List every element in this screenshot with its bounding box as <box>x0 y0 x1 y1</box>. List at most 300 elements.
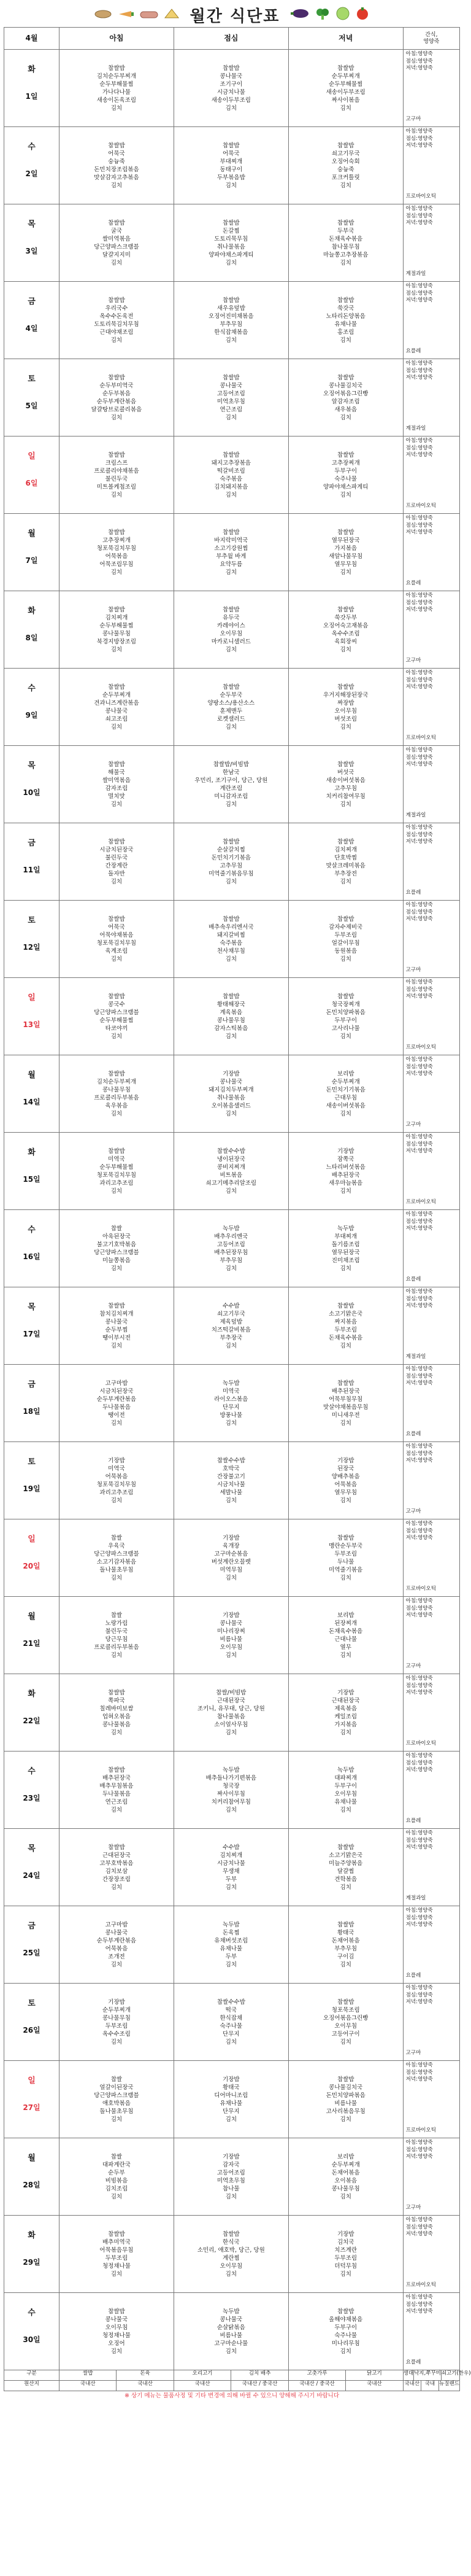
snack-porridge-item: 아침:영양죽 <box>405 1907 433 1914</box>
menu-item: 김치 <box>340 723 351 731</box>
table-row <box>4 1287 460 1365</box>
menu-item: 프로콜리두부볶음 <box>94 1094 139 1101</box>
cabbage-icon <box>336 7 350 23</box>
menu-item: 단무지 <box>223 2108 240 2115</box>
snack-porridge-item: 아침:영양죽 <box>405 283 433 289</box>
lunch-cell <box>174 1287 288 1365</box>
menu-item: 찹쌀밥 <box>337 1921 354 1928</box>
snack-porridge-item: 아침:영양죽 <box>405 2294 433 2300</box>
snack-porridge-item: 점심:영양죽 <box>405 522 433 529</box>
menu-item: 땡이부시전 <box>102 1334 131 1341</box>
menu-item: 미니감자조림 <box>214 793 248 800</box>
menu-item: 돈민치기기볶음 <box>211 854 251 861</box>
menu-item: 김치 <box>340 878 351 885</box>
snack-porridge-item: 저녁:영양죽 <box>405 684 433 690</box>
snack-porridge-item: 저녁:영양죽 <box>405 1148 433 1154</box>
menu-item: 김치 <box>225 1806 237 1814</box>
snack-porridge-item: 아침:영양죽 <box>405 824 433 831</box>
dinner-cell <box>288 2216 403 2293</box>
snack-cell <box>403 1442 459 1519</box>
snack-porridge-item: 저녁:영양죽 <box>405 839 433 845</box>
menu-item: 김치 <box>225 1419 237 1427</box>
menu-item: 당근무침 <box>105 1635 128 1643</box>
menu-item: 김치 <box>110 1342 123 1349</box>
menu-item: 기장밥 <box>223 2153 240 2160</box>
day-cell <box>4 901 59 978</box>
snack-cell <box>403 901 459 978</box>
menu-item: 김치 <box>340 1729 351 1736</box>
menu-item: 녹두밥 <box>337 1225 354 1232</box>
menu-item: 고사리나물 <box>331 1025 360 1032</box>
menu-item: 찹쌀밥 <box>337 993 354 1000</box>
menu-item: 고등어조림 <box>216 2169 245 2176</box>
lunch-cell <box>174 669 288 746</box>
menu-item: 찹쌀밥 <box>337 1998 354 2006</box>
menu-item: 치커리참여무침 <box>211 1798 251 1806</box>
menu-item: 타코야끼 <box>105 1025 128 1032</box>
day-cell <box>4 2061 59 2138</box>
menu-item: 김치 <box>110 1265 123 1272</box>
snack-porridge-item: 저녁:영양죽 <box>405 1690 433 1696</box>
menu-item: 기장밥 <box>337 1689 354 1696</box>
special-snack: 프로바이오틱 <box>405 1199 436 1205</box>
snack-porridge-item: 저녁:영양죽 <box>405 993 433 999</box>
menu-item: 김치 <box>225 2116 237 2123</box>
snack-porridge-item: 아침:영양죽 <box>405 1289 433 1295</box>
dinner-cell <box>288 1442 403 1519</box>
menu-item: 찹쌀밥 <box>108 64 125 72</box>
menu-item: 열무된장국 <box>331 537 360 544</box>
menu-item: 미역국 <box>108 1465 125 1472</box>
menu-item: 근대된장국 <box>331 1697 360 1704</box>
breakfast-cell <box>59 514 174 591</box>
lunch-cell <box>174 2216 288 2293</box>
menu-item: 순두부계란볶음 <box>96 1937 137 1944</box>
menu-item: 마늘쫑고추장볶음 <box>323 251 369 258</box>
menu-item: 수수밥 <box>223 1844 240 1851</box>
breakfast-cell <box>59 1365 174 1442</box>
menu-item: 유두국 <box>223 614 240 621</box>
menu-item: 맹란순두부국 <box>329 1542 363 1550</box>
menu-item: 더덕무침 <box>334 2262 358 2270</box>
menu-item: 노랑가림 <box>105 1620 128 1627</box>
dinner-cell <box>288 1906 403 1984</box>
weekday-label: 화 <box>28 2231 36 2240</box>
menu-item: 찹쌀밥 <box>108 1766 125 1774</box>
table-row <box>4 282 460 359</box>
weekday-label: 월 <box>28 2154 36 2163</box>
lunch-cell <box>174 2293 288 2370</box>
menu-item: 찹쌀밥 <box>337 683 354 691</box>
menu-item: 기장밥 <box>223 1534 240 1542</box>
menu-item: 시금치나물 <box>216 1860 245 1867</box>
weekday-label: 목 <box>28 220 36 229</box>
menu-item: 보리밥 <box>337 1612 354 1619</box>
snack-porridge-item: 아침:영양죽 <box>405 1830 433 1836</box>
special-snack: 고구마 <box>405 1122 421 1128</box>
menu-item: 연근조림 <box>220 406 243 413</box>
menu-item: 콩나물국 <box>220 1620 243 1627</box>
table-header-row <box>4 28 460 50</box>
menu-item: 미트볼케첩조림 <box>96 483 137 491</box>
menu-item: 찹쌀밥 <box>223 451 240 459</box>
menu-item: 비름나물 <box>220 2332 243 2339</box>
date-label: 23일 <box>23 1794 40 1802</box>
special-snack: 요플레 <box>405 1818 421 1824</box>
menu-item: 김치 <box>225 1342 237 1349</box>
menu-item: 조개전 <box>108 1953 125 1960</box>
menu-item: 김치 <box>340 491 351 499</box>
breakfast-cell <box>59 1752 174 1829</box>
menu-item: 두부구이 <box>334 1017 358 1024</box>
menu-item: 두부구이 <box>334 467 358 475</box>
snack-cell <box>403 1752 459 1829</box>
menu-item: 근대된장국 <box>102 1852 131 1859</box>
special-snack: 프로바이오틱 <box>405 735 436 741</box>
table-row <box>4 359 460 436</box>
snack-porridge-item: 점심:영양죽 <box>405 2069 433 2076</box>
menu-item: 김치 <box>110 646 123 653</box>
menu-item: 고추무침 <box>334 785 358 792</box>
menu-item: 소이얼사무침 <box>214 1721 248 1728</box>
menu-item: 김치 <box>110 259 123 266</box>
menu-item: 케일조림 <box>334 1713 358 1720</box>
table-row <box>4 1984 460 2061</box>
menu-item: 돈민치양파볶음 <box>326 1009 366 1016</box>
menu-item: 짜사이볶음 <box>331 96 360 104</box>
menu-item: 찹쌀밥 <box>108 915 125 923</box>
menu-item: 불린두국 <box>105 854 128 861</box>
menu-item: 계란조림 <box>220 785 243 792</box>
snack-cell <box>403 2138 459 2216</box>
menu-item: 고구마밥 <box>105 1921 128 1928</box>
menu-item: 김치 <box>225 1033 237 1040</box>
breakfast-cell <box>59 1984 174 2061</box>
snack-porridge-item: 점심:영양죽 <box>405 444 433 451</box>
menu-item: 버섯국 <box>337 769 354 776</box>
breakfast-cell <box>59 2138 174 2216</box>
weekday-label: 월 <box>28 1071 36 1080</box>
menu-item: 찹쌀밥 <box>108 606 125 613</box>
menu-item: 배추된장국 <box>331 1387 360 1395</box>
snack-porridge-item: 점심:영양죽 <box>405 58 433 64</box>
breakfast-cell <box>59 669 174 746</box>
date-label: 27일 <box>23 2103 40 2112</box>
special-snack: 계절과일 <box>405 1895 426 1901</box>
snack-cell <box>403 1829 459 1906</box>
weekday-label: 화 <box>28 1690 36 1699</box>
origin-value-item: 국내산 <box>116 2381 173 2391</box>
menu-item: 포크커틀릿 <box>331 174 360 181</box>
snack-cell <box>403 436 459 514</box>
menu-item: 콩나물국 <box>220 72 243 80</box>
menu-item: 기장밥 <box>108 1457 125 1464</box>
menu-item: 김치 <box>225 2348 237 2355</box>
menu-item: 청국장찌개 <box>331 1001 360 1008</box>
special-snack: 고구마 <box>405 2050 421 2056</box>
origin-value-cell <box>4 2381 59 2391</box>
menu-item: 어묵볶음 <box>105 1473 128 1480</box>
lunch-cell <box>174 746 288 823</box>
lunch-cell <box>174 1055 288 1133</box>
menu-item: 연근조림 <box>105 1798 128 1806</box>
menu-item: 돌나물초무침 <box>99 2108 134 2115</box>
menu-item: 고사리볶음무침 <box>326 2108 366 2115</box>
menu-item: 양파야채스파게티 <box>323 483 369 491</box>
menu-item: 찹쌀수수밥 <box>216 1147 245 1155</box>
origin-label-item: 쌀밥 <box>82 2370 93 2376</box>
snack-porridge-item: 저녁:영양죽 <box>405 2231 433 2237</box>
day-cell <box>4 1210 59 1287</box>
menu-item: 어묵야채볶음 <box>99 931 134 939</box>
snack-cell <box>403 514 459 591</box>
special-snack: 요플레 <box>405 580 421 586</box>
menu-item: 소고기맑은국 <box>329 1310 363 1317</box>
dinner-cell <box>288 2293 403 2370</box>
menu-item: 찹쌀밥 <box>337 1302 354 1309</box>
menu-item: 된장찌개 <box>334 1620 358 1627</box>
breakfast-cell <box>59 50 174 127</box>
menu-item: 찹쌀밥 <box>337 2308 354 2315</box>
snack-cell <box>403 1287 459 1365</box>
menu-item: 찹쌀밥 <box>223 529 240 536</box>
special-snack: 프로바이오틱 <box>405 2282 436 2288</box>
menu-item: 찹쌀밥 <box>108 993 125 1000</box>
origin-value-item: 국내산 <box>404 2381 420 2387</box>
special-snack: 계절과일 <box>405 271 426 277</box>
snack-porridge-item: 저녁:영양죽 <box>405 2154 433 2160</box>
weekday-label: 수 <box>28 684 36 693</box>
table-row <box>4 1055 460 1133</box>
menu-item: 배추된장국 <box>331 1171 360 1179</box>
dinner-cell <box>288 2138 403 2216</box>
snack-cell <box>403 1133 459 1210</box>
weekday-label: 수 <box>28 1767 36 1776</box>
date-label: 24일 <box>23 1871 40 1880</box>
menu-item: 김치찌개 <box>105 614 128 621</box>
day-cell <box>4 514 59 591</box>
lunch-cell <box>174 50 288 127</box>
menu-item: 김치 <box>340 1497 351 1504</box>
menu-item: 우리국수 <box>105 305 128 312</box>
day-cell <box>4 1055 59 1133</box>
special-snack: 고구마 <box>405 2205 421 2211</box>
header-breakfast: 아침 <box>59 28 174 50</box>
menu-item: 김치 <box>110 104 123 112</box>
menu-item: 고등어조림 <box>216 390 245 397</box>
menu-item: 어묵부침무침 <box>329 1395 363 1403</box>
menu-item: 오이무침 <box>220 2262 243 2270</box>
special-snack: 요플레 <box>405 2359 421 2365</box>
weekday-label: 월 <box>28 1612 36 1621</box>
menu-item: 소고기맑은국 <box>329 1852 363 1859</box>
date-label: 4일 <box>25 324 38 333</box>
snack-cell <box>403 2061 459 2138</box>
origin-value-item: 국내산 / 중국산 <box>299 2381 335 2387</box>
menu-item: 김치 <box>340 1033 351 1040</box>
breakfast-cell <box>59 1287 174 1365</box>
menu-item: 천사채무침 <box>216 947 245 955</box>
menu-item: 김치 <box>225 568 237 576</box>
menu-item: 찹쌀밥 <box>337 761 354 768</box>
menu-item: 미나리장찌 <box>216 1627 245 1635</box>
menu-item: 불린두국 <box>105 1627 128 1635</box>
snack-porridge-item: 아침:영양죽 <box>405 902 433 908</box>
menu-item: 간장불고기 <box>216 1473 245 1480</box>
menu-item: 유채나물 <box>220 2100 243 2107</box>
weekday-label: 일 <box>28 993 36 1003</box>
snack-porridge-item: 점심:영양죽 <box>405 1218 433 1225</box>
menu-item: 김치 <box>110 568 123 576</box>
snack-porridge-item: 저녁:영양죽 <box>405 142 433 149</box>
day-cell <box>4 1442 59 1519</box>
weekday-label: 목 <box>28 761 36 770</box>
menu-item: 김치 <box>225 955 237 963</box>
weekday-label: 일 <box>28 2076 36 2085</box>
menu-item: 숙주나물 <box>220 2022 243 2030</box>
dinner-cell <box>288 1674 403 1752</box>
dinner-cell <box>288 1055 403 1133</box>
snack-cell <box>403 823 459 901</box>
menu-item: 돌기름조림 <box>331 1241 360 1248</box>
menu-item: 시금치된장국 <box>99 846 134 853</box>
day-cell <box>4 2138 59 2216</box>
menu-item: 순두부해물찜 <box>99 80 134 88</box>
day-cell <box>4 436 59 514</box>
snack-porridge-item: 저녁:영양죽 <box>405 2308 433 2314</box>
day-cell <box>4 2293 59 2370</box>
breakfast-cell <box>59 1597 174 1674</box>
menu-item: 어묵국 <box>108 923 125 931</box>
menu-item: 청포묵김치무침 <box>96 1481 137 1488</box>
menu-item: 김치보삼 <box>105 1868 128 1875</box>
menu-item: 김치 <box>340 1651 351 1659</box>
menu-item: 어묵볶음 <box>105 1945 128 1952</box>
menu-item: 오이무침 <box>220 1643 243 1651</box>
lunch-cell <box>174 204 288 282</box>
weekday-label: 월 <box>28 529 36 538</box>
menu-item: 김치 <box>225 1729 237 1736</box>
day-cell <box>4 1674 59 1752</box>
menu-item: 황태국 <box>223 2084 240 2091</box>
menu-item: 견과니즈계란볶음 <box>94 699 139 707</box>
table-row <box>4 2061 460 2138</box>
menu-item: 미역줄기볶음 <box>329 1566 363 1573</box>
origin-value-cell <box>403 2381 459 2391</box>
weekday-label: 목 <box>28 1844 36 1853</box>
dinner-cell <box>288 1365 403 1442</box>
snack-porridge-item: 점심:영양죽 <box>405 1373 433 1379</box>
lunch-cell <box>174 1906 288 1984</box>
day-cell <box>4 282 59 359</box>
weekday-label: 금 <box>28 1380 36 1389</box>
menu-item: 오이무침 <box>220 630 243 637</box>
menu-item: 김치 <box>225 2193 237 2200</box>
menu-item: 옥수수돈육전 <box>99 312 134 320</box>
origin-label-item: 고춧가루 <box>307 2370 327 2376</box>
bread-icon <box>94 9 112 21</box>
breakfast-cell <box>59 1906 174 1984</box>
menu-item: 얼갈이된장국 <box>99 2084 134 2091</box>
date-label: 13일 <box>23 1020 40 1029</box>
snack-porridge-item: 저녁:영양죽 <box>405 2076 433 2082</box>
menu-item: 참나물무침 <box>331 243 360 250</box>
menu-item: 오이무침 <box>105 2324 128 2331</box>
menu-item: 김치 <box>110 1651 123 1659</box>
menu-item: 비름나물 <box>220 1635 243 1643</box>
menu-item: 김치 <box>110 723 123 731</box>
dinner-cell <box>288 1287 403 1365</box>
menu-item: 찹쌀밥 <box>108 297 125 304</box>
snack-cell <box>403 978 459 1055</box>
date-label: 10일 <box>23 788 40 797</box>
weekday-label: 토 <box>28 916 36 925</box>
menu-item: 녹두밥 <box>223 1379 240 1387</box>
eggplant-icon <box>291 9 309 21</box>
menu-item: 두부국 <box>337 227 354 235</box>
menu-item: 배추우리엔국 <box>214 1233 248 1240</box>
menu-item: 찹쌀밥 <box>337 606 354 613</box>
menu-item: 김치 <box>225 336 237 344</box>
menu-item: 맛살야채볶음무침 <box>323 1403 369 1411</box>
day-cell <box>4 1133 59 1210</box>
menu-item: 김치 <box>110 1884 123 1891</box>
menu-item: 돈육찜 <box>223 1929 240 1936</box>
day-cell <box>4 127 59 204</box>
dinner-cell <box>288 1133 403 1210</box>
menu-item: 업혀오볶음 <box>102 1713 131 1720</box>
date-label: 30일 <box>23 2335 40 2344</box>
origin-value-item: 뉴질랜드 <box>438 2381 459 2391</box>
table-row <box>4 514 460 591</box>
menu-item: 찹쌀밥 <box>337 1844 354 1851</box>
menu-item: 육계조림 <box>105 947 128 955</box>
breakfast-cell <box>59 746 174 823</box>
snack-porridge-item: 점심:영양죽 <box>405 1063 433 1070</box>
sausage-icon <box>140 9 158 21</box>
lunch-cell <box>174 2061 288 2138</box>
snack-cell <box>403 359 459 436</box>
menu-item: 돈민치장조림볶음 <box>94 166 139 173</box>
menu-item: 한식국 <box>223 2238 240 2246</box>
menu-item: 미역국 <box>108 1155 125 1163</box>
menu-item: 순두부찜 <box>105 1326 128 1333</box>
menu-item: 새우볶음 <box>334 406 358 413</box>
menu-item: 김치 <box>340 1574 351 1581</box>
menu-item: 배추무침볶음 <box>99 1782 134 1790</box>
menu-item: 두부조림 <box>334 2254 358 2262</box>
snack-porridge-item: 점심:영양죽 <box>405 1837 433 1844</box>
menu-item: 김치 <box>340 1884 351 1891</box>
lunch-cell <box>174 2138 288 2216</box>
menu-item: 육회장씨 <box>334 638 358 645</box>
menu-item: 도토리묵김치무침 <box>94 320 139 328</box>
menu-item: 청국장 <box>223 1782 240 1790</box>
breakfast-cell <box>59 282 174 359</box>
origin-value-item: 원산지 <box>24 2381 39 2387</box>
snack-porridge-item: 점심:영양죽 <box>405 677 433 683</box>
menu-item: 돌자반 <box>108 870 125 877</box>
menu-item: 순두부찌개 <box>331 72 360 80</box>
table-row <box>4 901 460 978</box>
menu-item: 찹쌀밥 <box>223 683 240 691</box>
menu-item: 돈채육수볶음 <box>329 235 363 242</box>
menu-item: 두부 <box>225 1876 237 1883</box>
snack-porridge-item: 저녁:영양죽 <box>405 1844 433 1850</box>
menu-item: 찹쌀 <box>110 2076 123 2083</box>
menu-item: 방풍나물 <box>220 1411 243 1419</box>
weekday-label: 화 <box>28 607 36 616</box>
